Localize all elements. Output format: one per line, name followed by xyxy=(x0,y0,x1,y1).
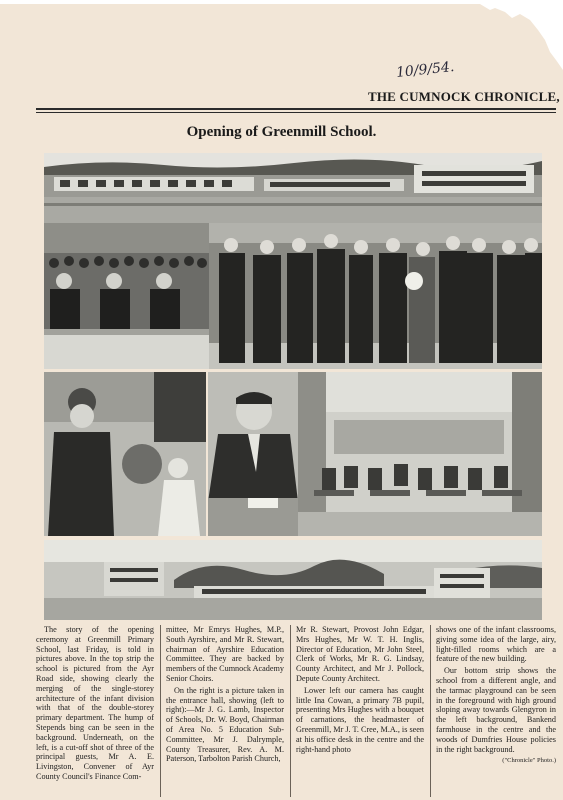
article-column-3 xyxy=(296,625,424,756)
photo-audience xyxy=(44,223,209,369)
article-column-4 xyxy=(436,625,556,766)
column-rule xyxy=(430,625,431,797)
handwritten-date: 10/9/54. xyxy=(395,58,456,82)
photo-bottom-strip xyxy=(44,540,542,620)
torn-edge xyxy=(0,0,563,70)
paragraph: On the right is a picture taken in the entrance hall, showing (left to right):—Mr J. G. Lamb, Inspector of Schools, Dr. W. Boyd, Chairman of Area No. 5 Education Sub-Committee, Mr J. Dalrymple, County Treasurer, Rev. A. M. Paterson, Tarbolton Parish Church, xyxy=(166,685,284,764)
masthead-rule-thin xyxy=(36,112,556,113)
paragraph: Lower left our camera has caught little Ina Cowan, a primary 7B pupil, presenting Mrs Hughes with a bouquet of carnations, the headmaster of Greenmill, Mr J. T. Cree, M.A., is seen at his office desk in the centre and the right-hand photo xyxy=(296,685,424,754)
paragraph: shows one of the infant classrooms, giving some idea of the large, airy, light-filled rooms which are a feature of the new building. xyxy=(436,625,556,664)
photo-presentation xyxy=(44,372,206,536)
article-column-2 xyxy=(166,625,284,766)
photo-credit: ("Chronicle" Photo.) xyxy=(502,757,556,765)
paragraph: Mr R. Stewart, Provost John Edgar, Mrs Hughes, Mr W. T. H. Inglis, Director of Education, Mr John Steel, Clerk of Works, Mr R. G. Lindsay, County Architect, and Mr J. Pollock, Depute County Architect. xyxy=(296,625,424,683)
masthead-rule xyxy=(36,108,556,110)
paragraph: mittee, Mr Emrys Hughes, M.P., South Ayrshire, and Mr R. Stewart, chairman of Ayrshire Education Committee. They are backed by members of the Cumnock Academy Senior Choirs. xyxy=(166,625,284,683)
photo-top-strip xyxy=(44,153,542,223)
column-rule xyxy=(160,625,161,797)
article-body xyxy=(36,625,558,800)
paragraph: Our bottom strip shows the school from a different angle, and the tarmac playground can be seen in the foreground with high ground sloping away towards Glengyron in the left background, Bankend farmhouse in the centre and the woods of Dumfries House policies in the right background. xyxy=(436,666,556,754)
photo-headmaster xyxy=(208,372,298,536)
newspaper-masthead: THE CUMNOCK CHRONICLE, xyxy=(368,89,560,104)
paragraph: The story of the opening ceremony at Greenmill Primary School, last Friday, is told in pictures above. In the top strip the school is pictured from the Ayr Road side, showing clearly the merging of the single-storey architecture of the infant division with that of the double-storey primary department. The hump of Stepends bing can be seen in the background. Underneath, on the left, is a cut-off shot of three of the principal guests, Mr A. E. Livingston, Convener of Ayr County Council's Finance Com- xyxy=(36,625,154,781)
photo-classroom xyxy=(298,372,542,536)
headline: Opening of Greenmill School. xyxy=(186,124,377,140)
article-column-1 xyxy=(36,625,154,784)
photo-principal-guests xyxy=(209,223,542,369)
column-rule xyxy=(290,625,291,797)
